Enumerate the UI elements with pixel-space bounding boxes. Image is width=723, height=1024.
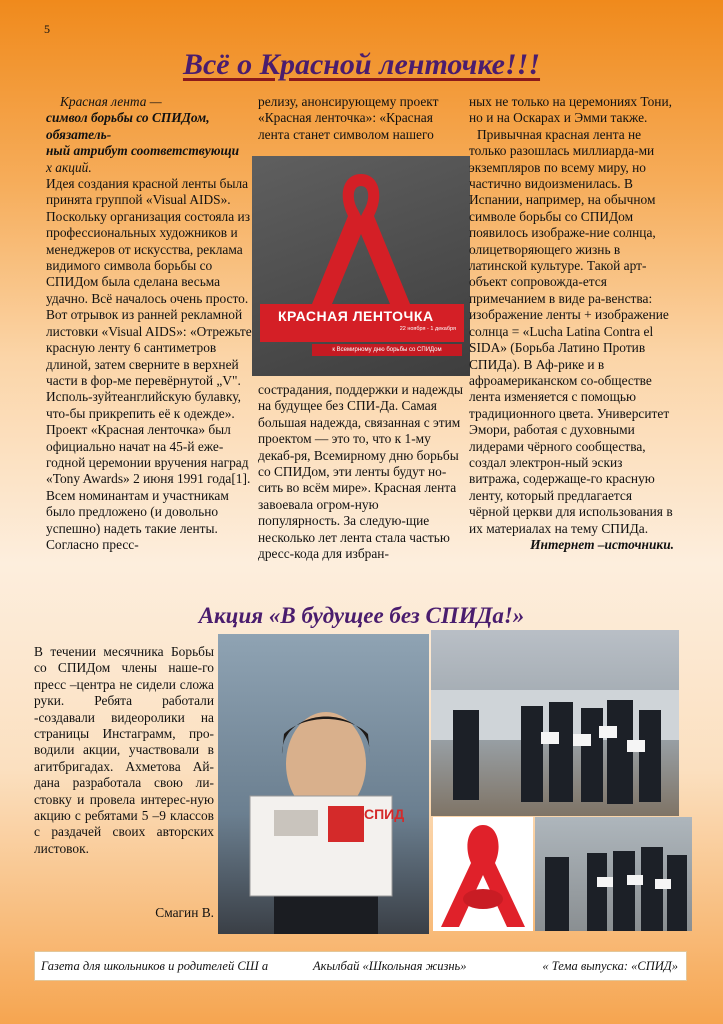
article-text: Привычная красная лента не только разошлась миллиарда-ми экземпляров по всему миру, но частично видоизменилась. В Испании, например, на обычном символе борьбы со СПИДом появилось изображе-ние солнца, олицетворяющего жизнь в латинской культуре. Такой арт-объект сопровожда-ется примечанием в виде ра-венства: изображение ленты + изображение солнца = «Lucha Latina Contra el SIDA» (Борьба Латино Против СПИДа). В Аф-рике и в афроамериканском со-обществе лента изменяется с помощью традиционного цвета. Университет Эмори, работая с духовными лидерами чёрного сообщества, создал электрон-ный эскиз витража, содержаще-го красную ленту, который предлагается чёрной церкви для использования в их материалах на тему СПИДа.: [469, 126, 673, 536]
page-number: 5: [44, 22, 50, 36]
footer-right: « Тема выпуска: «СПИД»: [542, 959, 678, 973]
article-column-2-top: [258, 94, 464, 143]
footer-bar: [34, 951, 687, 981]
photo-illustration: [218, 634, 429, 934]
page-title: Всё о Красной ленточке!!!: [182, 48, 541, 81]
intro-line: х акций.: [46, 159, 92, 175]
photo-girl-with-leaflet: [218, 634, 429, 934]
action-text: В течении месячника Борьбы со СПИДом члены наше-го пресс –центра не сидели сложа руки. Ребята работали -создавали видеоролики на страницы Инстаграмм, про-водили акции, участвовали в агитбригадах. Ахметова Ай-дана разработала свою ли-стовку и провела интерес-ную акцию с ребятами 5 –9 классов с раздачей своих авторских листовок.: [34, 644, 214, 856]
article-text: ных не только на церемониях Тони, но и на Оскарах и Эмми также.: [469, 94, 672, 126]
footer-left: Газета для школьников и родителей СШ а: [41, 959, 269, 973]
banner-title: КРАСНАЯ ЛЕНТОЧКА: [278, 308, 434, 324]
ribbon-banner: [260, 304, 464, 342]
article-text: Идея создания красной ленты была принята группой «Visual AIDS». Поскольку организация состояла из профессиональных художников и менеджеров от искусства, реклама видимого символа борьбы со СПИДом была сделана весьма удачно. Всё началось очень просто. Вот отрывок из ранней рекламной листовки «Visual AIDS»: «Отрежьте красную ленту 6 сантиметров длиной, затем сверните в верхней части в фор-ме перевёрнутой „V". Исполь-зуйтеанглийскую булавку, что-бы прикрепить её к одежде». Проект «Красная ленточка» был официально начат на 45-й еже-годной церемонии вручения наград «Tony Awards» 2 июня 1991 года[1]. Всем номинантам и участникам было предложено (и довольно успешно) надеть такие ленты. Согласно пресс-: [46, 176, 252, 552]
article-column-2-bottom: [258, 382, 464, 562]
article-column-3: [469, 94, 674, 553]
article-text: сострадания, поддержки и надежды на будущее без СПИ-Да. Самая большая надежда, связанная с этим проектом — это то, что к 1-му декаб-ря, Всемирному дню борьбы со СПИДом, эти ленты будут но-сить во всём мире». Красная лента завоевала огром-ную популярность. За следую-щие несколько лет лента стала частью дресс-кода для избран-: [258, 382, 463, 562]
action-title: Акция «В будущее без СПИДа!»: [198, 603, 525, 628]
photo-illustration: [431, 630, 679, 816]
intro-line: ный атрибут соответствующи: [46, 143, 240, 159]
red-ribbon-image: [252, 156, 470, 376]
banner-subtitle: к Всемирному дню борьбы со СПИДом: [312, 344, 462, 356]
photo-illustration: [535, 817, 692, 931]
article-text: релизу, анонсирующему проект «Красная ленточка»: «Красная лента станет символом нашего: [258, 94, 439, 142]
ribbon-hands-icon: [433, 817, 533, 931]
ribbon-hands-image: [433, 817, 533, 931]
banner-dates: 22 ноября - 1 декабря: [399, 326, 456, 332]
action-author: Смагин В.: [155, 905, 214, 920]
intro-line: символ борьбы со СПИДом, обязатель-: [46, 110, 210, 142]
red-ribbon-icon: [252, 156, 470, 306]
article-signature: Интернет –источники.: [530, 536, 674, 552]
photo-students-second: [535, 817, 692, 931]
article-column-1: [46, 94, 252, 553]
photo-students-group: [431, 630, 679, 816]
intro-line: Красная лента —: [60, 94, 162, 109]
footer-middle: Акылбай «Школьная жизнь»: [313, 959, 467, 973]
leaflet-label: СПИД: [364, 806, 405, 822]
